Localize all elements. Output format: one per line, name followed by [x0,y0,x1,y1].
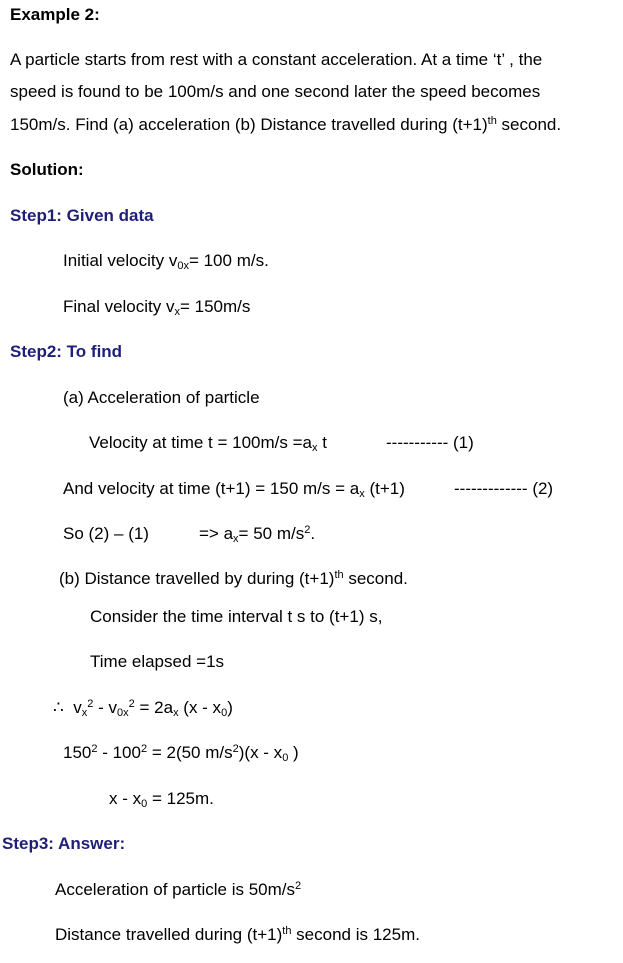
final-velocity: Final velocity $v_x= 150m/s$ [63,297,251,318]
time-interval: Consider the time interval t s to (t+1) s, [90,607,383,626]
equation-tag-1: ----------- (1) [386,433,474,452]
time-elapsed: Time elapsed =1s [90,652,225,671]
problem-line-2: speed is found to be 100m/s and one second later the speed becomes [10,82,541,101]
equation-tag-2: ------------- (2) [454,479,554,498]
kinematic-equation: ∴ $v_x^2 - v_{0x}^2 = 2a_x$ $(x - x_0)$ [53,698,233,719]
initial-velocity: Initial velocity $v_{0x}= 100$ m/s. [63,251,269,272]
part-b-label: (b) Distance travelled by during $(t+1)^{th}$ second. [59,569,408,588]
velocity-at-t-plus-1: And velocity at time (t+1) = 150 $m/s = a_x$ (t+1) [63,479,405,500]
problem-line-1: A particle starts from rest with a constant acceleration. At a time ‘t’ , the [10,50,543,69]
velocity-at-t: Velocity at time $t = 100m/s =a_x$ t [89,433,327,454]
part-a-label: (a) Acceleration of particle [63,388,260,407]
step1-heading: Step1: Given data [10,206,154,225]
substituted-equation: $150^2 - 100^2 = 2(50$ $m/s^2)(x - x_0$ ) [63,743,299,764]
example-title: Example 2: [10,5,100,24]
answer-distance: Distance travelled during $(t+1)^{th}$ second is 125m. [55,925,420,944]
step2-heading: Step2: To find [10,342,123,361]
subtract-step: So (2) – (1) [63,524,149,543]
distance-result: $x - x_0 = 125m$. [109,789,214,810]
answer-acceleration: Acceleration of particle is $50m/s^2$ [55,880,302,899]
step3-heading: Step3: Answer: [2,834,126,853]
acceleration-result: => $a_x= 50$ $m/s^2$. [199,524,316,545]
problem-line-3: 150m/s. Find (a) acceleration (b) Distance travelled during $(t+1)^{th}$ second. [10,115,562,134]
solution-label: Solution: [10,160,84,179]
